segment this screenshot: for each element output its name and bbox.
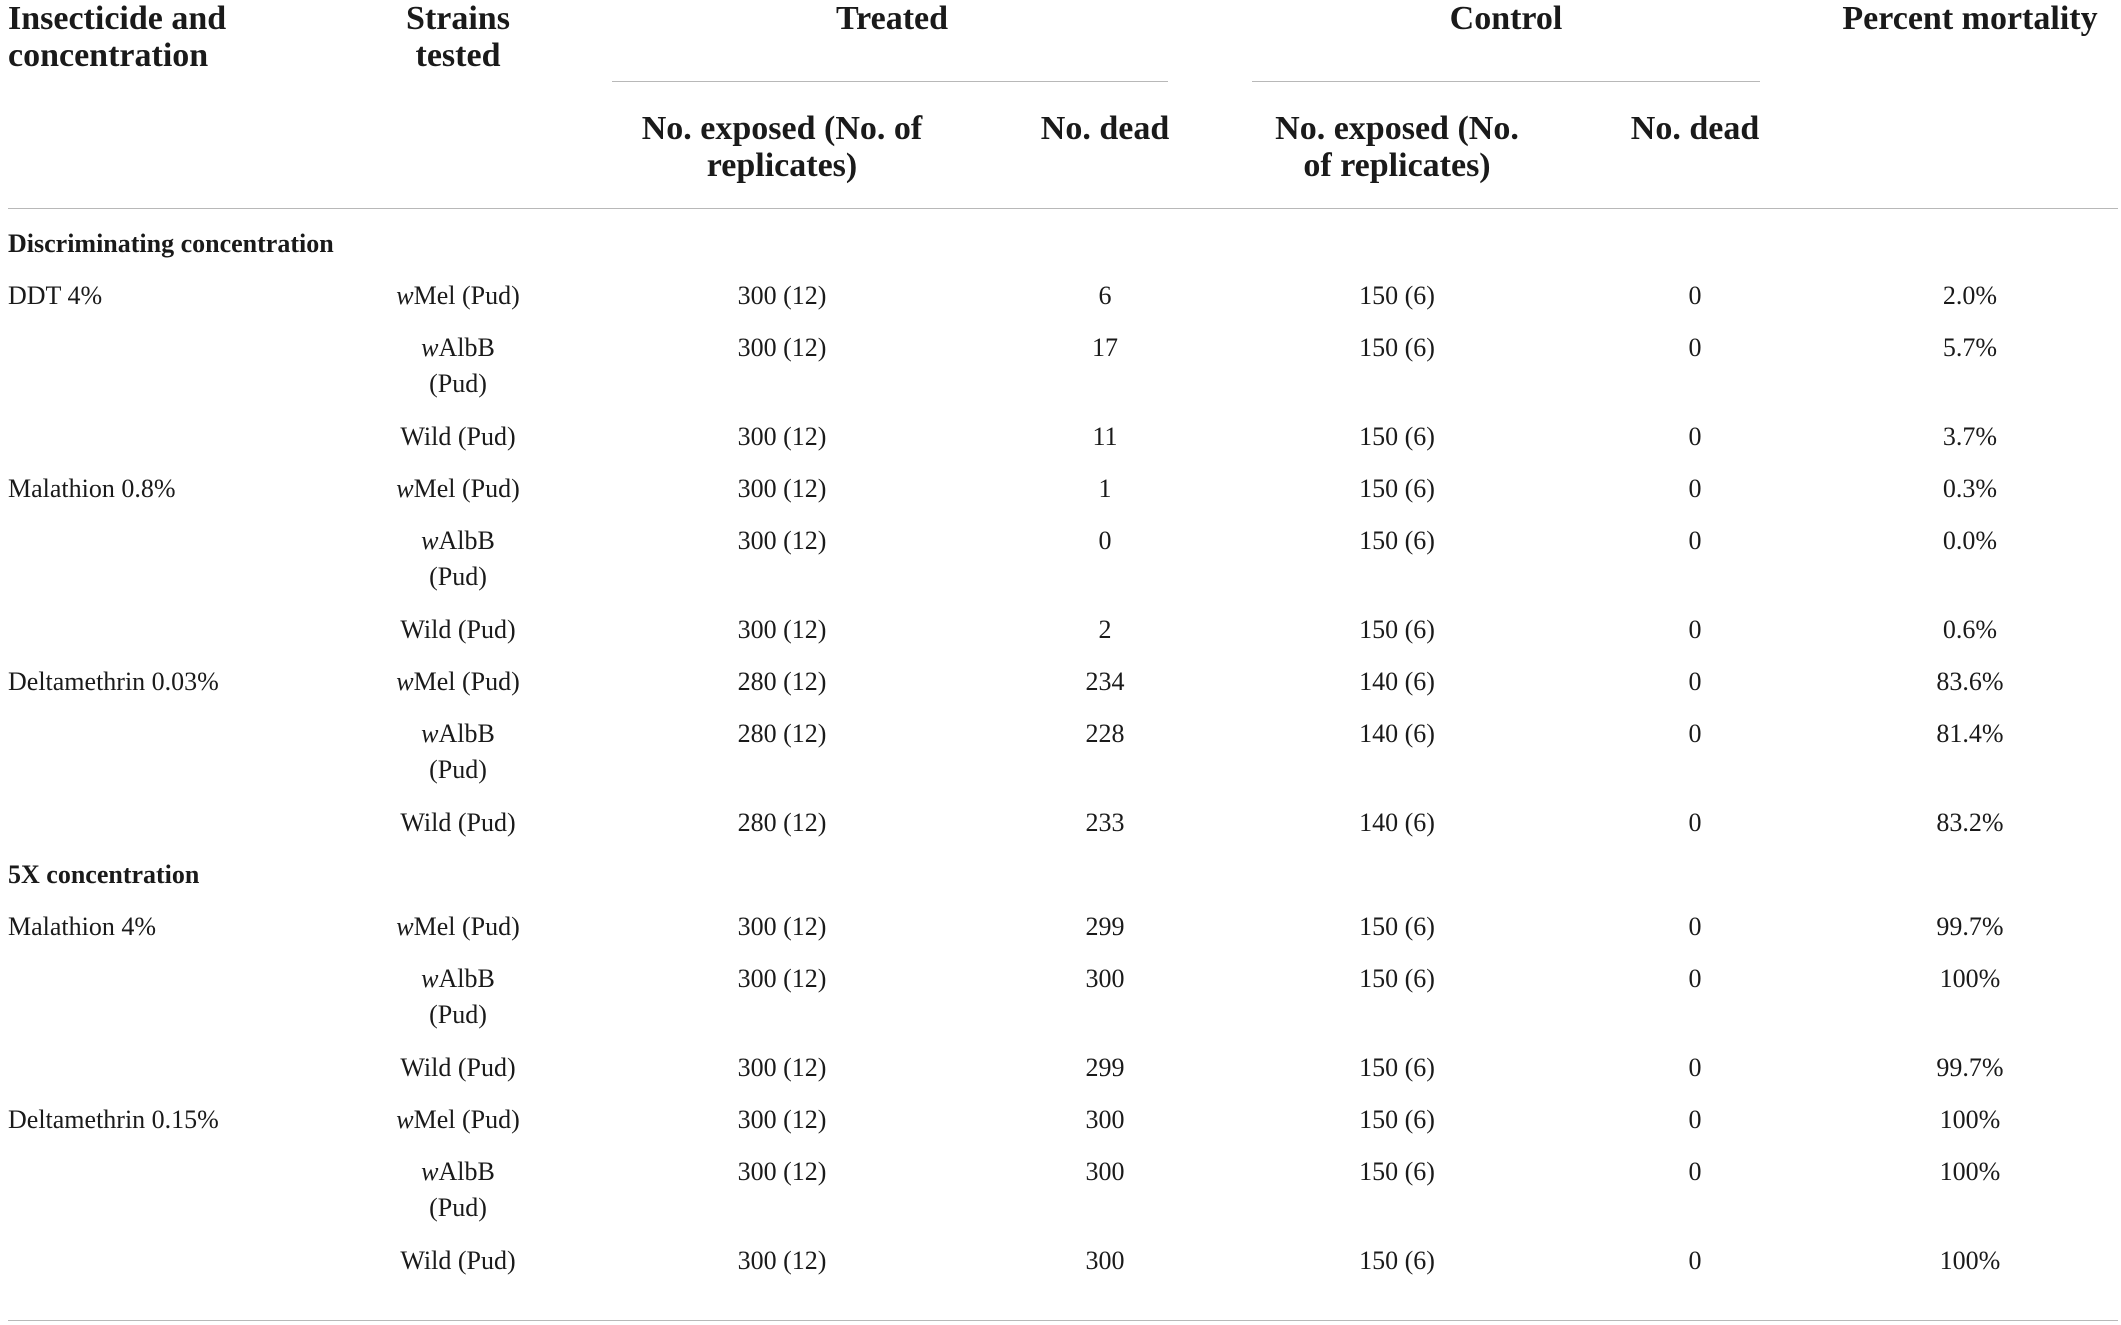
cell-treated-dead: 300 bbox=[1085, 964, 1125, 993]
cell-strain: Wild (Pud) bbox=[400, 422, 516, 451]
cell-treated-exposed: 300 (12) bbox=[737, 1246, 827, 1275]
cell-control-dead: 0 bbox=[1688, 964, 1702, 993]
cell-treated-exposed: 280 (12) bbox=[737, 667, 827, 696]
cell-treated-dead: 17 bbox=[1092, 333, 1118, 362]
header-control-exposed-line1: No. exposed (No. bbox=[1275, 110, 1519, 147]
cell-control-exposed: 150 (6) bbox=[1359, 615, 1435, 644]
cell-control-exposed: 150 (6) bbox=[1359, 422, 1435, 451]
header-treated-dead: No. dead bbox=[1040, 110, 1170, 147]
header-insecticide bbox=[8, 0, 226, 74]
cell-control-exposed: 140 (6) bbox=[1359, 808, 1435, 837]
header-percent-mortality: Percent mortality bbox=[1842, 0, 2098, 37]
cell-strain: Wild (Pud) bbox=[400, 1053, 516, 1082]
cell-control-exposed: 150 (6) bbox=[1359, 474, 1435, 503]
section-title: Discriminating concentration bbox=[8, 229, 334, 258]
header-insecticide-line2: concentration bbox=[8, 37, 209, 74]
cell-percent-mortality: 5.7% bbox=[1942, 333, 1998, 362]
cell-treated-dead: 300 bbox=[1085, 1105, 1125, 1134]
header-strains-line2: tested bbox=[415, 37, 501, 74]
cell-percent-mortality: 100% bbox=[1939, 1157, 2001, 1186]
cell-treated-dead: 6 bbox=[1098, 281, 1112, 310]
cell-control-exposed: 150 (6) bbox=[1359, 964, 1435, 993]
cell-percent-mortality: 81.4% bbox=[1936, 719, 2004, 748]
cell-control-dead: 0 bbox=[1688, 615, 1702, 644]
cell-treated-exposed: 300 (12) bbox=[737, 474, 827, 503]
cell-control-exposed: 150 (6) bbox=[1359, 526, 1435, 555]
cell-treated-dead: 299 bbox=[1085, 912, 1125, 941]
header-treated-exposed-line2: replicates) bbox=[706, 147, 858, 184]
cell-percent-mortality: 2.0% bbox=[1942, 281, 1998, 310]
cell-treated-dead: 0 bbox=[1098, 526, 1112, 555]
cell-treated-dead: 299 bbox=[1085, 1053, 1125, 1082]
cell-strain: wAlbB (Pud) bbox=[421, 526, 495, 591]
cell-strain: wAlbB (Pud) bbox=[421, 719, 495, 784]
cell-strain: wMel (Pud) bbox=[396, 912, 520, 941]
cell-strain: Wild (Pud) bbox=[400, 808, 516, 837]
cell-treated-dead: 233 bbox=[1085, 808, 1125, 837]
cell-percent-mortality: 83.2% bbox=[1936, 808, 2004, 837]
header-treated: Treated bbox=[835, 0, 949, 37]
table-bottom-rule bbox=[8, 1320, 2118, 1321]
cell-percent-mortality: 0.0% bbox=[1942, 526, 1998, 555]
cell-insecticide: Malathion 0.8% bbox=[8, 474, 176, 503]
cell-strain: wMel (Pud) bbox=[396, 1105, 520, 1134]
treated-group-rule bbox=[612, 81, 1168, 82]
cell-treated-exposed: 280 (12) bbox=[737, 719, 827, 748]
cell-treated-exposed: 300 (12) bbox=[737, 333, 827, 362]
cell-control-exposed: 150 (6) bbox=[1359, 1105, 1435, 1134]
cell-strain: wMel (Pud) bbox=[396, 667, 520, 696]
cell-control-exposed: 150 (6) bbox=[1359, 1053, 1435, 1082]
cell-control-dead: 0 bbox=[1688, 422, 1702, 451]
cell-treated-exposed: 300 (12) bbox=[737, 422, 827, 451]
cell-treated-exposed: 300 (12) bbox=[737, 281, 827, 310]
cell-strain: wMel (Pud) bbox=[396, 474, 520, 503]
cell-percent-mortality: 0.6% bbox=[1942, 615, 1998, 644]
cell-treated-exposed: 300 (12) bbox=[737, 526, 827, 555]
cell-treated-dead: 2 bbox=[1098, 615, 1112, 644]
cell-insecticide: DDT 4% bbox=[8, 281, 103, 310]
cell-control-dead: 0 bbox=[1688, 1053, 1702, 1082]
cell-percent-mortality: 99.7% bbox=[1936, 912, 2004, 941]
cell-strain: Wild (Pud) bbox=[400, 1246, 516, 1275]
cell-treated-dead: 228 bbox=[1085, 719, 1125, 748]
cell-control-exposed: 150 (6) bbox=[1359, 912, 1435, 941]
cell-treated-exposed: 300 (12) bbox=[737, 912, 827, 941]
cell-control-dead: 0 bbox=[1688, 1105, 1702, 1134]
cell-control-dead: 0 bbox=[1688, 333, 1702, 362]
section-title: 5X concentration bbox=[8, 860, 200, 889]
cell-control-dead: 0 bbox=[1688, 1157, 1702, 1186]
cell-treated-dead: 11 bbox=[1092, 422, 1118, 451]
cell-control-dead: 0 bbox=[1688, 667, 1702, 696]
cell-treated-exposed: 300 (12) bbox=[737, 964, 827, 993]
header-control-dead: No. dead bbox=[1630, 110, 1760, 147]
cell-strain: wMel (Pud) bbox=[396, 281, 520, 310]
control-group-rule bbox=[1252, 81, 1760, 82]
cell-insecticide: Malathion 4% bbox=[8, 912, 157, 941]
header-control: Control bbox=[1449, 0, 1563, 37]
cell-percent-mortality: 3.7% bbox=[1942, 422, 1998, 451]
cell-percent-mortality: 99.7% bbox=[1936, 1053, 2004, 1082]
cell-treated-dead: 300 bbox=[1085, 1157, 1125, 1186]
cell-treated-dead: 234 bbox=[1085, 667, 1125, 696]
cell-insecticide: Deltamethrin 0.03% bbox=[8, 667, 219, 696]
cell-control-exposed: 140 (6) bbox=[1359, 667, 1435, 696]
cell-insecticide: Deltamethrin 0.15% bbox=[8, 1105, 219, 1134]
cell-control-dead: 0 bbox=[1688, 281, 1702, 310]
cell-percent-mortality: 100% bbox=[1939, 1105, 2001, 1134]
cell-treated-exposed: 300 (12) bbox=[737, 1105, 827, 1134]
header-treated-exposed bbox=[612, 110, 952, 184]
cell-control-dead: 0 bbox=[1688, 474, 1702, 503]
cell-strain: Wild (Pud) bbox=[400, 615, 516, 644]
header-insecticide-line1: Insecticide and bbox=[8, 0, 227, 37]
header-control-exposed-line2: of replicates) bbox=[1303, 147, 1491, 184]
cell-treated-exposed: 300 (12) bbox=[737, 1157, 827, 1186]
cell-strain: wAlbB (Pud) bbox=[421, 964, 495, 1029]
cell-percent-mortality: 83.6% bbox=[1936, 667, 2004, 696]
cell-treated-dead: 300 bbox=[1085, 1246, 1125, 1275]
cell-percent-mortality: 0.3% bbox=[1942, 474, 1998, 503]
cell-control-exposed: 150 (6) bbox=[1359, 1246, 1435, 1275]
cell-control-exposed: 140 (6) bbox=[1359, 719, 1435, 748]
cell-treated-dead: 1 bbox=[1098, 474, 1112, 503]
header-strains-line1: Strains bbox=[406, 0, 510, 37]
cell-treated-exposed: 300 (12) bbox=[737, 1053, 827, 1082]
cell-control-dead: 0 bbox=[1688, 719, 1702, 748]
header-treated-exposed-line1: No. exposed (No. of bbox=[641, 110, 923, 147]
cell-percent-mortality: 100% bbox=[1939, 1246, 2001, 1275]
cell-control-exposed: 150 (6) bbox=[1359, 1157, 1435, 1186]
cell-treated-exposed: 300 (12) bbox=[737, 615, 827, 644]
cell-control-exposed: 150 (6) bbox=[1359, 333, 1435, 362]
cell-treated-exposed: 280 (12) bbox=[737, 808, 827, 837]
cell-control-dead: 0 bbox=[1688, 1246, 1702, 1275]
cell-percent-mortality: 100% bbox=[1939, 964, 2001, 993]
cell-control-dead: 0 bbox=[1688, 912, 1702, 941]
cell-strain: wAlbB (Pud) bbox=[421, 333, 495, 398]
header-strains bbox=[358, 0, 558, 74]
cell-control-dead: 0 bbox=[1688, 808, 1702, 837]
cell-strain: wAlbB (Pud) bbox=[421, 1157, 495, 1222]
header-bottom-rule bbox=[8, 208, 2118, 209]
cell-control-exposed: 150 (6) bbox=[1359, 281, 1435, 310]
cell-control-dead: 0 bbox=[1688, 526, 1702, 555]
header-control-exposed bbox=[1252, 110, 1542, 184]
